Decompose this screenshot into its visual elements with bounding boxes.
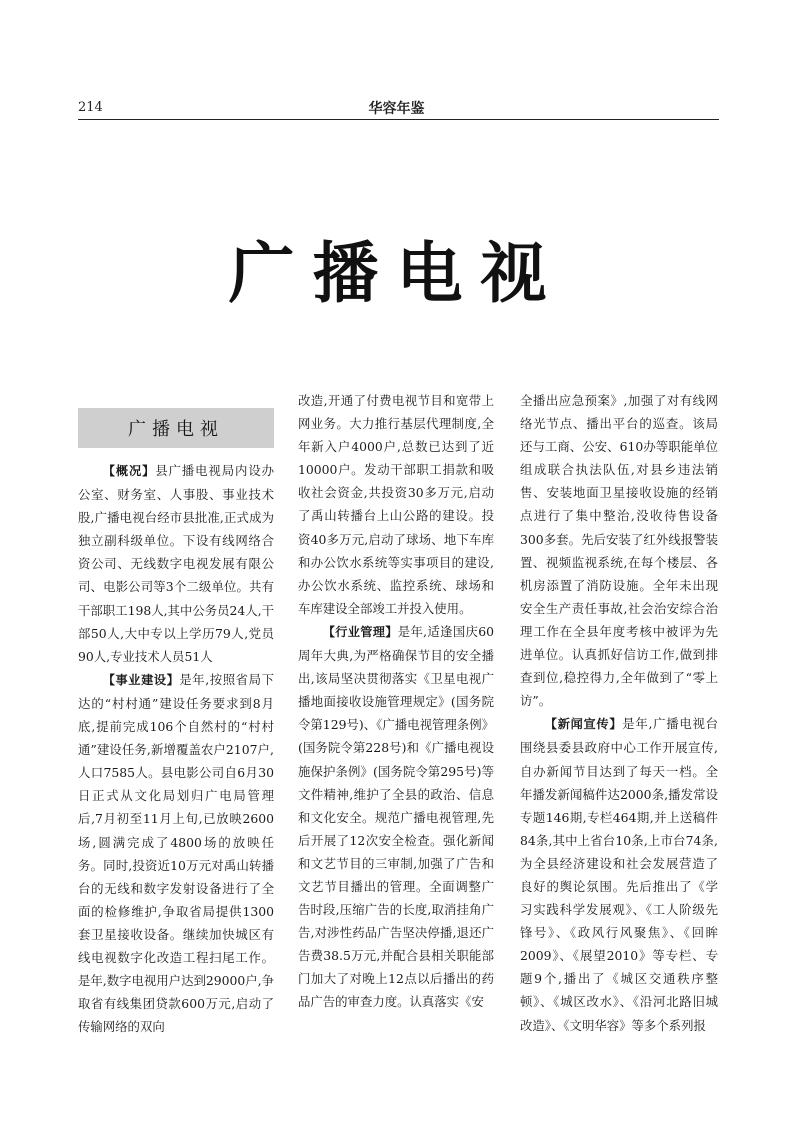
paragraph-management-continued [520,389,718,712]
paragraph-overview [78,459,274,668]
paragraph-news [520,712,718,1036]
section-heading-text: 广播电视 [128,419,224,440]
paragraph-management [298,620,494,1014]
header-rule [78,119,719,120]
text-column-3 [520,389,718,1037]
overview-text: 县广播电视局内设办公室、财务室、人事股、事业技术股,广播电视台经市县批准,正式成为独立副科级单位。下设有线网络合资公司、无线数字电视发展有限公司、电影公司等3个二级单位。共有干部职工198人,其中公务员24人,干部50人,大中专以上学历79人,党员90人,专业技术人员51人 [78,463,275,664]
construction-label: 【事业建设】 [102,672,180,687]
construction-text: 是年,按照省局下达的“村村通”建设任务要求到8月底,提前完成106个自然村的“村村通”建设任务,新增覆盖农户2107户,人口7585人。县电影公司自6月30日正式从文化局划归广电局管理后,7月初至11月上旬,已放映2600场,圆满完成了4800场的放映任务。同时,投资近10万元对禹山转播台的无线和数字发射设备进行了全面的检修维护,争取省局提供1300套卫星接收设备。继续加快城区有线电视数字化改造工程扫尾工作。是年,数字电视用户达到29000户,争取省有线集团贷款600万元,启动了传输网络的双向 [78,671,274,1035]
paragraph-construction-continued [298,389,494,620]
running-title: 华容年鉴 [368,101,425,117]
overview-label: 【概况】 [102,464,156,478]
management-text: 是年,适逢国庆60周年大典,为严格确保节目的安全播出,该局坚决贯彻落实《卫星电视广播地面接收设施管理规定》(国务院令第129号)、《广播电视管理条例》(国务院令第228号)和《广播电视设施保护条例》(国务院令第295号)等文件精神,维护了全县的政治、信息和文化安全。规范广播电视管理,先后开展了12次安全检查。强化新闻和文艺节目的三审制,加强了广告和文艺节目播出的管理。全面调整广告时段,压缩广告的长度,取消挂角广告,对涉性药品广告坚决停播,退还广告费38.5万元,并配合县相关职能部门加大了对晚上12点以后播出的药品广告的审查力度。认真落实《安 [298,623,494,1010]
management-label: 【行业管理】 [322,624,398,639]
management-cont-text: 全播出应急预案》,加强了对有线网络光节点、播出平台的巡查。该局还与工商、公安、610办等职能单位组成联合执法队伍,对县乡违法销售、安装地面卫星接收设施的经销点进行了集中整治,没收待售设备300多套。先后安装了红外线报警装置、视频监视系统,在每个楼层、各机房添置了消防设施。全年未出现安全生产责任事故,社会治安综合治理工作在全县年度考核中被评为先进单位。认真抓好信访工作,做到排查到位,稳控得力,全年做到了“零上访”。 [520,393,718,709]
news-text: 是年,广播电视台围绕县委县政府中心工作开展宣传,自办新闻节目达到了每天一档。全年播发新闻稿件达2000条,播发常设专题146期,专栏464期,并上送稿件84条,其中上省台10条,上市台74条,为全县经济建设和社会发展营造了良好的舆论氛围。先后推出了《学习实践科学发展观》、《工人阶级先锋号》、《政风行风聚焦》、《回眸2009》、《展望2010》等专栏、专题9个,播出了《城区交通秩序整顿》、《城区改水》、《沿河北路旧城改造》、《文明华容》等多个系列报 [520,716,718,1033]
paragraph-construction [78,668,274,1039]
news-label: 【新闻宣传】 [544,717,623,732]
page-number: 214 [78,100,103,115]
construction-cont-text: 改造,开通了付费电视节目和宽带上网业务。大力推行基层代理制度,全年新入户4000户,总数已达到了近10000户。发动干部职工捐款和吸收社会资金,共投资30多万元,启动了禹山转播台上山公路的建设。投资40多万元,启动了球场、地下车库和办公饮水系统等实事项目的建设,办公饮水系统、监控系统、球场和车库建设全部竣工并投入使用。 [298,393,494,616]
chapter-title: 广播电视 [228,234,565,312]
text-column-2 [298,389,494,1014]
section-heading [78,408,274,448]
text-column-1 [78,459,274,1038]
